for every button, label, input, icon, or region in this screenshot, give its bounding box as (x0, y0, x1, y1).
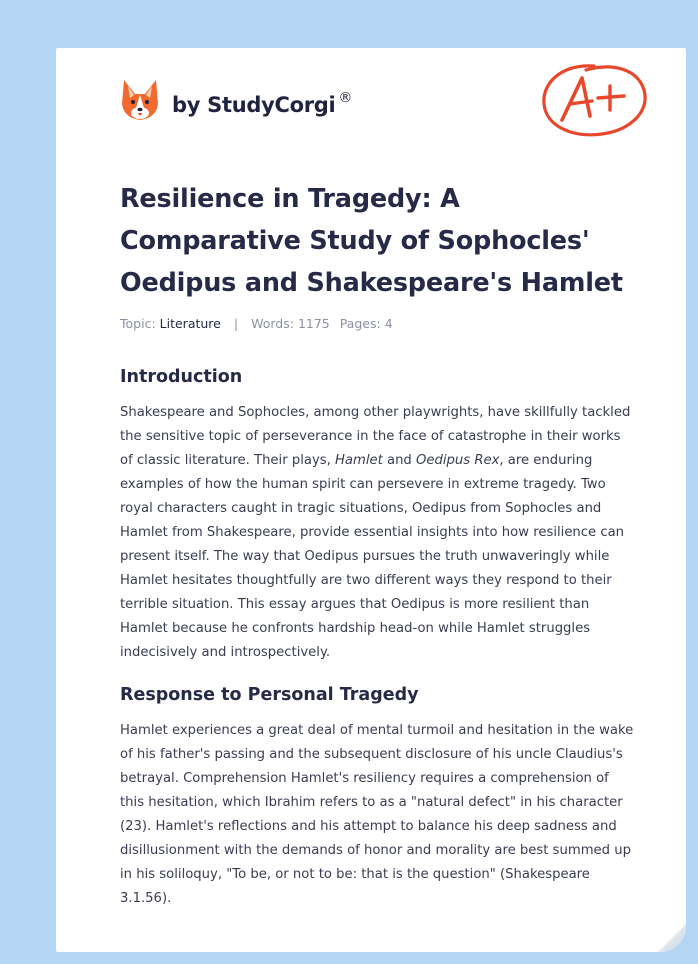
brand-text: by StudyCorgi (172, 92, 336, 117)
section-heading-response: Response to Personal Tragedy (120, 685, 419, 705)
page-title: Resilience in Tragedy: A Comparative Study of Sophocles' Oedipus and Shakespeare's Hamlet (120, 184, 623, 298)
words-count: 1175 (297, 316, 330, 331)
brand-name (172, 89, 353, 117)
registered-mark: ® (338, 89, 353, 106)
pages-count: 4 (384, 316, 393, 331)
introduction-paragraph: Shakespeare and Sophocles, among other playwrights, have skillfully tackled the sensitive topic of perseverance in the face of catastrophe in their works of classic literature. Their plays, Hamlet and Oedipus Rex, are enduring examples of how the human spirit can persevere in extreme tragedy. Two royal characters caught in tragic situations, Oedipus from Sophocles and Hamlet from Shakespeare, provide essential insights into how resilience can present itself. The way that Oedipus pursues the truth unwaveringly while Hamlet hesitates thoughtfully are two different ways they respond to their terrible situation. This essay argues that Oedipus is more resilient than Hamlet because he confronts hardship head-on while Hamlet struggles indecisively and introspectively. (120, 405, 631, 660)
article (120, 178, 636, 911)
studycorgi-logo[interactable] (120, 76, 352, 124)
a-plus-grade-icon (538, 58, 654, 142)
section-heading-introduction: Introduction (120, 367, 243, 387)
topic-label: Topic: (120, 316, 156, 331)
pages-label: Pages: (339, 316, 381, 331)
article-meta (120, 316, 636, 331)
corgi-icon (120, 78, 160, 122)
words-label: Words: (251, 316, 294, 331)
document-page (56, 48, 686, 952)
topic-link[interactable]: Literature (159, 316, 221, 331)
response-paragraph: Hamlet experiences a great deal of mental turmoil and hesitation in the wake of his father's passing and the subsequent disclosure of his uncle Claudius's betrayal. Comprehension Hamlet's resiliency requires a comprehension of this hesitation, which Ibrahim refers to as a "natural defect" in his character (23). Hamlet's reflections and his attempt to balance his deep sadness and disillusionment with the demands of honor and morality are best summed up in his soliloquy, "To be, or not to be: that is the question" (Shakespeare 3.1.56). (120, 723, 634, 906)
play-title-oedipus-rex: Oedipus Rex (416, 453, 500, 468)
play-title-hamlet: Hamlet (335, 453, 383, 468)
meta-separator: | (233, 316, 239, 331)
